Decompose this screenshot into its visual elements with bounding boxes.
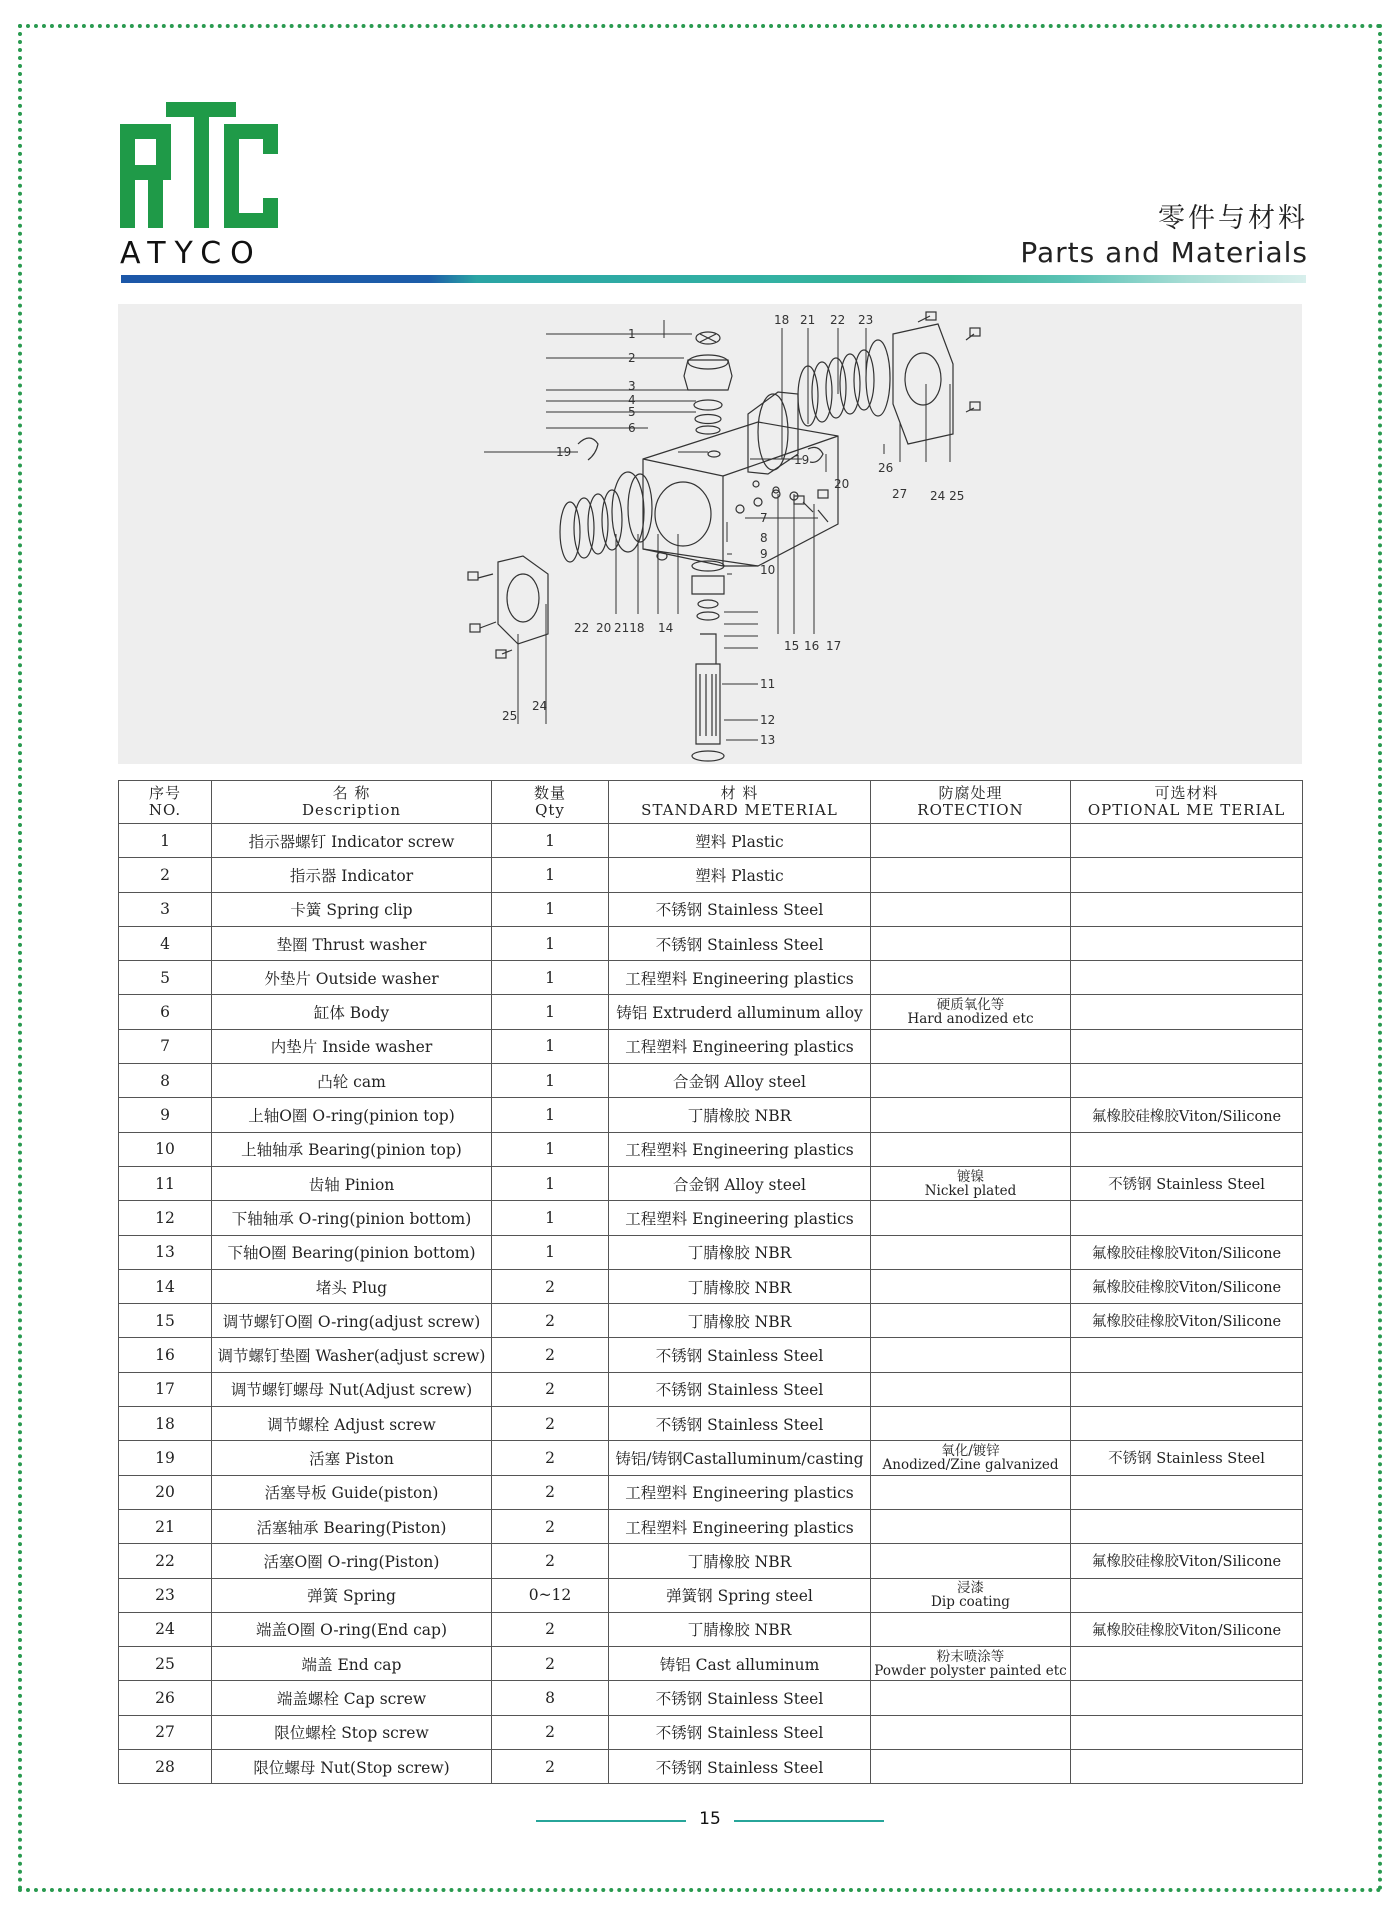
cell-qty: 1 bbox=[492, 1029, 609, 1063]
cell-material: 工程塑料 Engineering plastics bbox=[609, 961, 871, 995]
rtc-logo bbox=[120, 102, 280, 232]
protection-en: Nickel plated bbox=[924, 1182, 1017, 1199]
cell-protection bbox=[871, 1029, 1071, 1063]
page-number: 15 bbox=[699, 1809, 721, 1829]
cell-optional bbox=[1071, 1372, 1303, 1406]
cell-material: 合金钢 Alloy steel bbox=[609, 1166, 871, 1200]
cell-optional bbox=[1071, 1578, 1303, 1612]
cell-description: 端盖螺栓 Cap screw bbox=[212, 1681, 492, 1715]
table-row bbox=[119, 824, 1303, 858]
cell-no: 26 bbox=[119, 1681, 212, 1715]
right-piston-part bbox=[748, 392, 798, 474]
cell-qty: 2 bbox=[492, 1407, 609, 1441]
cell-optional bbox=[1071, 1064, 1303, 1098]
actuator-drawing bbox=[118, 304, 1302, 764]
cell-no: 13 bbox=[119, 1235, 212, 1269]
cell-no: 2 bbox=[119, 858, 212, 892]
body-part bbox=[643, 422, 838, 566]
cell-optional bbox=[1071, 1132, 1303, 1166]
callout-20-bottom: 20 bbox=[596, 621, 612, 635]
table-row bbox=[119, 1166, 1303, 1200]
left-piston-part bbox=[578, 438, 598, 460]
callout-19-right: 19 bbox=[794, 453, 810, 467]
cell-optional bbox=[1071, 926, 1303, 960]
table-row bbox=[119, 1681, 1303, 1715]
cell-material: 塑料 Plastic bbox=[609, 824, 871, 858]
cell-optional: 氟橡胶硅橡胶Viton/Silicone bbox=[1071, 1235, 1303, 1269]
table-row bbox=[119, 1407, 1303, 1441]
cell-material: 合金钢 Alloy steel bbox=[609, 1064, 871, 1098]
page-footer bbox=[536, 1809, 884, 1833]
cell-no: 7 bbox=[119, 1029, 212, 1063]
callout-24-25: 24 25 bbox=[930, 489, 965, 503]
cell-description: 下轴轴承 O-ring(pinion bottom) bbox=[212, 1201, 492, 1235]
table-row bbox=[119, 1304, 1303, 1338]
header-optional: 可选材料 OPTIONAL ME TERIAL bbox=[1071, 781, 1303, 824]
cell-no: 25 bbox=[119, 1647, 212, 1681]
table-row bbox=[119, 1132, 1303, 1166]
cell-qty: 1 bbox=[492, 1132, 609, 1166]
table-row bbox=[119, 961, 1303, 995]
cell-material: 铸铝 Extruderd alluminum alloy bbox=[609, 995, 871, 1029]
header-protection: 防腐处理 ROTECTION bbox=[871, 781, 1071, 824]
cell-material: 不锈钢 Stainless Steel bbox=[609, 926, 871, 960]
table-row bbox=[119, 1715, 1303, 1749]
cell-qty: 1 bbox=[492, 926, 609, 960]
indicator-part bbox=[684, 360, 732, 390]
cell-description: 上轴轴承 Bearing(pinion top) bbox=[212, 1132, 492, 1166]
cell-no: 22 bbox=[119, 1544, 212, 1578]
cell-protection bbox=[871, 1681, 1071, 1715]
callout-4: 4 bbox=[628, 393, 636, 407]
cell-qty: 2 bbox=[492, 1509, 609, 1543]
cell-description: 限位螺母 Nut(Stop screw) bbox=[212, 1750, 492, 1784]
protection-en: Anodized/Zine galvanized bbox=[882, 1456, 1059, 1473]
cell-optional: 氟橡胶硅橡胶Viton/Silicone bbox=[1071, 1304, 1303, 1338]
footer-line-right bbox=[734, 1820, 884, 1822]
cell-protection bbox=[871, 1750, 1071, 1784]
cell-material: 工程塑料 Engineering plastics bbox=[609, 1475, 871, 1509]
cell-protection bbox=[871, 1509, 1071, 1543]
cell-no: 9 bbox=[119, 1098, 212, 1132]
logo-mark-icon bbox=[120, 102, 280, 232]
cell-description: 调节螺钉O圈 O-ring(adjust screw) bbox=[212, 1304, 492, 1338]
callout-11: 11 bbox=[760, 677, 776, 691]
cell-material: 铸铝 Cast alluminum bbox=[609, 1647, 871, 1681]
cell-description: 上轴O圈 O-ring(pinion top) bbox=[212, 1098, 492, 1132]
table-header-row bbox=[119, 781, 1303, 824]
cell-qty: 2 bbox=[492, 1612, 609, 1646]
cell-material: 丁腈橡胶 NBR bbox=[609, 1304, 871, 1338]
cell-description: 活塞导板 Guide(piston) bbox=[212, 1475, 492, 1509]
cell-qty: 2 bbox=[492, 1269, 609, 1303]
cell-qty: 2 bbox=[492, 1441, 609, 1475]
cell-qty: 2 bbox=[492, 1715, 609, 1749]
callout-9: 9 bbox=[760, 547, 768, 561]
cell-qty: 1 bbox=[492, 961, 609, 995]
cell-no: 14 bbox=[119, 1269, 212, 1303]
cell-no: 15 bbox=[119, 1304, 212, 1338]
cell-material: 铸铝/铸钢Castalluminum/casting bbox=[609, 1441, 871, 1475]
callout-7: 7 bbox=[760, 511, 768, 525]
cell-description: 堵头 Plug bbox=[212, 1269, 492, 1303]
table-row bbox=[119, 1441, 1303, 1475]
cell-material: 丁腈橡胶 NBR bbox=[609, 1612, 871, 1646]
cell-protection bbox=[871, 1098, 1071, 1132]
brand-name: ATYCO bbox=[120, 236, 263, 271]
cell-optional bbox=[1071, 1681, 1303, 1715]
cell-qty: 2 bbox=[492, 1475, 609, 1509]
cell-no: 28 bbox=[119, 1750, 212, 1784]
table-row bbox=[119, 1647, 1303, 1681]
cell-protection bbox=[871, 1201, 1071, 1235]
cell-description: 调节螺钉螺母 Nut(Adjust screw) bbox=[212, 1372, 492, 1406]
cell-no: 24 bbox=[119, 1612, 212, 1646]
cell-no: 21 bbox=[119, 1509, 212, 1543]
cell-protection bbox=[871, 1578, 1071, 1612]
table-row bbox=[119, 926, 1303, 960]
cell-protection bbox=[871, 1441, 1071, 1475]
cell-description: 弹簧 Spring bbox=[212, 1578, 492, 1612]
cell-description: 外垫片 Outside washer bbox=[212, 961, 492, 995]
callout-23: 23 bbox=[858, 313, 874, 327]
table-row bbox=[119, 1612, 1303, 1646]
cell-description: 调节螺栓 Adjust screw bbox=[212, 1407, 492, 1441]
protection-cn: 硬质氧化等 bbox=[936, 997, 1005, 1014]
header-description: 名 称 Description bbox=[212, 781, 492, 824]
callout-19-left: 19 bbox=[556, 445, 572, 459]
callout-24-bottom: 24 bbox=[532, 699, 548, 713]
parts-table-body bbox=[119, 824, 1303, 1784]
cell-optional: 氟橡胶硅橡胶Viton/Silicone bbox=[1071, 1544, 1303, 1578]
cell-qty: 2 bbox=[492, 1544, 609, 1578]
cell-protection bbox=[871, 1715, 1071, 1749]
cell-no: 12 bbox=[119, 1201, 212, 1235]
cell-optional bbox=[1071, 1029, 1303, 1063]
cell-description: 活塞轴承 Bearing(Piston) bbox=[212, 1509, 492, 1543]
cell-no: 4 bbox=[119, 926, 212, 960]
cell-optional bbox=[1071, 1201, 1303, 1235]
cell-protection bbox=[871, 995, 1071, 1029]
table-row bbox=[119, 1064, 1303, 1098]
cell-material: 不锈钢 Stainless Steel bbox=[609, 1338, 871, 1372]
callout-27: 27 bbox=[892, 487, 908, 501]
callout-2118: 2118 bbox=[614, 621, 645, 635]
cell-protection bbox=[871, 1407, 1071, 1441]
callout-17: 17 bbox=[826, 639, 842, 653]
table-row bbox=[119, 1544, 1303, 1578]
cell-qty: 8 bbox=[492, 1681, 609, 1715]
cell-protection bbox=[871, 1064, 1071, 1098]
callout-13: 13 bbox=[760, 733, 776, 747]
cell-no: 19 bbox=[119, 1441, 212, 1475]
cell-description: 限位螺栓 Stop screw bbox=[212, 1715, 492, 1749]
protection-en: Dip coating bbox=[931, 1594, 1010, 1611]
callout-22-top: 22 bbox=[830, 313, 846, 327]
header-no: 序号 NO. bbox=[119, 781, 212, 824]
header-material: 材 料 STANDARD METERIAL bbox=[609, 781, 871, 824]
cam-part bbox=[692, 576, 724, 594]
cell-material: 弹簧钢 Spring steel bbox=[609, 1578, 871, 1612]
callout-10: 10 bbox=[760, 563, 776, 577]
cell-material: 工程塑料 Engineering plastics bbox=[609, 1029, 871, 1063]
table-row bbox=[119, 1235, 1303, 1269]
cell-protection bbox=[871, 1544, 1071, 1578]
cell-optional: 氟橡胶硅橡胶Viton/Silicone bbox=[1071, 1098, 1303, 1132]
cell-description: 指示器 Indicator bbox=[212, 858, 492, 892]
callout-5: 5 bbox=[628, 405, 636, 419]
cell-protection bbox=[871, 1612, 1071, 1646]
cell-optional bbox=[1071, 1475, 1303, 1509]
cell-protection bbox=[871, 1304, 1071, 1338]
table-row bbox=[119, 1509, 1303, 1543]
cell-protection bbox=[871, 892, 1071, 926]
cell-description: 内垫片 Inside washer bbox=[212, 1029, 492, 1063]
cell-qty: 1 bbox=[492, 858, 609, 892]
left-endcap-part bbox=[498, 556, 548, 644]
table-row bbox=[119, 1098, 1303, 1132]
callout-20-right: 20 bbox=[834, 477, 850, 491]
cell-no: 11 bbox=[119, 1166, 212, 1200]
cell-optional bbox=[1071, 824, 1303, 858]
callout-1: 1 bbox=[628, 327, 636, 341]
right-endcap-part bbox=[893, 324, 953, 444]
cell-material: 丁腈橡胶 NBR bbox=[609, 1544, 871, 1578]
cell-qty: 1 bbox=[492, 995, 609, 1029]
cell-description: 齿轴 Pinion bbox=[212, 1166, 492, 1200]
cell-optional bbox=[1071, 1647, 1303, 1681]
cell-protection bbox=[871, 1647, 1071, 1681]
cell-optional bbox=[1071, 1715, 1303, 1749]
callout-21: 21 bbox=[800, 313, 816, 327]
page-title-en: Parts and Materials bbox=[1020, 236, 1308, 269]
protection-cn: 浸漆 bbox=[957, 1580, 984, 1597]
cell-protection bbox=[871, 858, 1071, 892]
callout-6: 6 bbox=[628, 421, 636, 435]
cell-optional bbox=[1071, 995, 1303, 1029]
cell-description: 调节螺钉垫圈 Washer(adjust screw) bbox=[212, 1338, 492, 1372]
right-stop-part bbox=[808, 447, 823, 462]
callout-22-bottom: 22 bbox=[574, 621, 590, 635]
cell-material: 不锈钢 Stainless Steel bbox=[609, 1715, 871, 1749]
cell-material: 工程塑料 Engineering plastics bbox=[609, 1201, 871, 1235]
table-row bbox=[119, 1750, 1303, 1784]
cell-no: 18 bbox=[119, 1407, 212, 1441]
cell-no: 3 bbox=[119, 892, 212, 926]
cell-optional bbox=[1071, 1750, 1303, 1784]
cell-optional bbox=[1071, 1509, 1303, 1543]
cell-qty: 2 bbox=[492, 1372, 609, 1406]
cell-no: 17 bbox=[119, 1372, 212, 1406]
cell-qty: 2 bbox=[492, 1304, 609, 1338]
cell-qty: 1 bbox=[492, 1064, 609, 1098]
table-row bbox=[119, 1201, 1303, 1235]
cell-optional: 氟橡胶硅橡胶Viton/Silicone bbox=[1071, 1612, 1303, 1646]
parts-table bbox=[118, 780, 1303, 1784]
cell-material: 塑料 Plastic bbox=[609, 858, 871, 892]
cell-material: 丁腈橡胶 NBR bbox=[609, 1235, 871, 1269]
cell-material: 工程塑料 Engineering plastics bbox=[609, 1132, 871, 1166]
cell-material: 丁腈橡胶 NBR bbox=[609, 1098, 871, 1132]
cell-description: 下轴O圈 Bearing(pinion bottom) bbox=[212, 1235, 492, 1269]
table-row bbox=[119, 1475, 1303, 1509]
exploded-view-diagram bbox=[118, 304, 1302, 764]
cell-qty: 2 bbox=[492, 1338, 609, 1372]
cell-no: 16 bbox=[119, 1338, 212, 1372]
cell-protection bbox=[871, 1269, 1071, 1303]
cell-optional bbox=[1071, 892, 1303, 926]
table-row bbox=[119, 1578, 1303, 1612]
cell-description: 端盖O圈 O-ring(End cap) bbox=[212, 1612, 492, 1646]
protection-cn: 氧化/镀锌 bbox=[941, 1442, 1000, 1459]
callout-26: 26 bbox=[878, 461, 894, 475]
cell-qty: 2 bbox=[492, 1647, 609, 1681]
cell-protection bbox=[871, 1235, 1071, 1269]
cell-material: 丁腈橡胶 NBR bbox=[609, 1269, 871, 1303]
callout-15: 15 bbox=[784, 639, 800, 653]
table-row bbox=[119, 1372, 1303, 1406]
header-divider bbox=[121, 275, 1306, 283]
protection-cn: 粉末喷涂等 bbox=[936, 1648, 1005, 1665]
cell-no: 23 bbox=[119, 1578, 212, 1612]
cell-qty: 2 bbox=[492, 1750, 609, 1784]
callout-18: 18 bbox=[774, 313, 790, 327]
cell-description: 缸体 Body bbox=[212, 995, 492, 1029]
callout-12: 12 bbox=[760, 713, 776, 727]
cell-optional bbox=[1071, 1407, 1303, 1441]
cell-qty: 1 bbox=[492, 824, 609, 858]
cell-optional: 不锈钢 Stainless Steel bbox=[1071, 1441, 1303, 1475]
cell-protection bbox=[871, 926, 1071, 960]
cell-optional bbox=[1071, 961, 1303, 995]
cell-qty: 1 bbox=[492, 1201, 609, 1235]
table-row bbox=[119, 1269, 1303, 1303]
table-row bbox=[119, 858, 1303, 892]
cell-qty: 1 bbox=[492, 892, 609, 926]
cell-optional bbox=[1071, 858, 1303, 892]
callout-3: 3 bbox=[628, 379, 636, 393]
cell-material: 不锈钢 Stainless Steel bbox=[609, 892, 871, 926]
cell-qty: 1 bbox=[492, 1166, 609, 1200]
cell-description: 指示器螺钉 Indicator screw bbox=[212, 824, 492, 858]
cell-optional: 氟橡胶硅橡胶Viton/Silicone bbox=[1071, 1269, 1303, 1303]
cell-description: 卡簧 Spring clip bbox=[212, 892, 492, 926]
cell-no: 8 bbox=[119, 1064, 212, 1098]
cell-no: 1 bbox=[119, 824, 212, 858]
cell-protection bbox=[871, 1338, 1071, 1372]
cell-protection bbox=[871, 1475, 1071, 1509]
page-title-cn: 零件与材料 bbox=[1158, 203, 1308, 234]
cell-material: 不锈钢 Stainless Steel bbox=[609, 1407, 871, 1441]
cell-description: 凸轮 cam bbox=[212, 1064, 492, 1098]
callout-14: 14 bbox=[658, 621, 674, 635]
cell-material: 不锈钢 Stainless Steel bbox=[609, 1372, 871, 1406]
cell-qty: 1 bbox=[492, 1098, 609, 1132]
cell-protection bbox=[871, 1372, 1071, 1406]
table-row bbox=[119, 1338, 1303, 1372]
protection-en: Powder polyster painted etc bbox=[874, 1662, 1067, 1679]
cell-material: 工程塑料 Engineering plastics bbox=[609, 1509, 871, 1543]
cell-qty: 1 bbox=[492, 1235, 609, 1269]
table-row bbox=[119, 995, 1303, 1029]
callout-25-bottom: 25 bbox=[502, 709, 518, 723]
table-row bbox=[119, 1029, 1303, 1063]
header-qty: 数量 Qty bbox=[492, 781, 609, 824]
cell-optional: 不锈钢 Stainless Steel bbox=[1071, 1166, 1303, 1200]
cell-no: 10 bbox=[119, 1132, 212, 1166]
cell-description: 端盖 End cap bbox=[212, 1647, 492, 1681]
cell-no: 5 bbox=[119, 961, 212, 995]
cell-qty: 0~12 bbox=[492, 1578, 609, 1612]
callout-8: 8 bbox=[760, 531, 768, 545]
table-row bbox=[119, 892, 1303, 926]
cell-material: 不锈钢 Stainless Steel bbox=[609, 1681, 871, 1715]
cell-protection bbox=[871, 961, 1071, 995]
cell-material: 不锈钢 Stainless Steel bbox=[609, 1750, 871, 1784]
cell-no: 6 bbox=[119, 995, 212, 1029]
protection-cn: 镀镍 bbox=[957, 1168, 984, 1185]
protection-en: Hard anodized etc bbox=[907, 1011, 1034, 1028]
cell-description: 活塞O圈 O-ring(Piston) bbox=[212, 1544, 492, 1578]
cell-protection bbox=[871, 1132, 1071, 1166]
cell-description: 活塞 Piston bbox=[212, 1441, 492, 1475]
cell-no: 20 bbox=[119, 1475, 212, 1509]
callout-2: 2 bbox=[628, 351, 636, 365]
cell-no: 27 bbox=[119, 1715, 212, 1749]
cell-protection bbox=[871, 1166, 1071, 1200]
cell-description: 垫圈 Thrust washer bbox=[212, 926, 492, 960]
cell-optional bbox=[1071, 1338, 1303, 1372]
callout-16: 16 bbox=[804, 639, 820, 653]
cell-protection bbox=[871, 824, 1071, 858]
